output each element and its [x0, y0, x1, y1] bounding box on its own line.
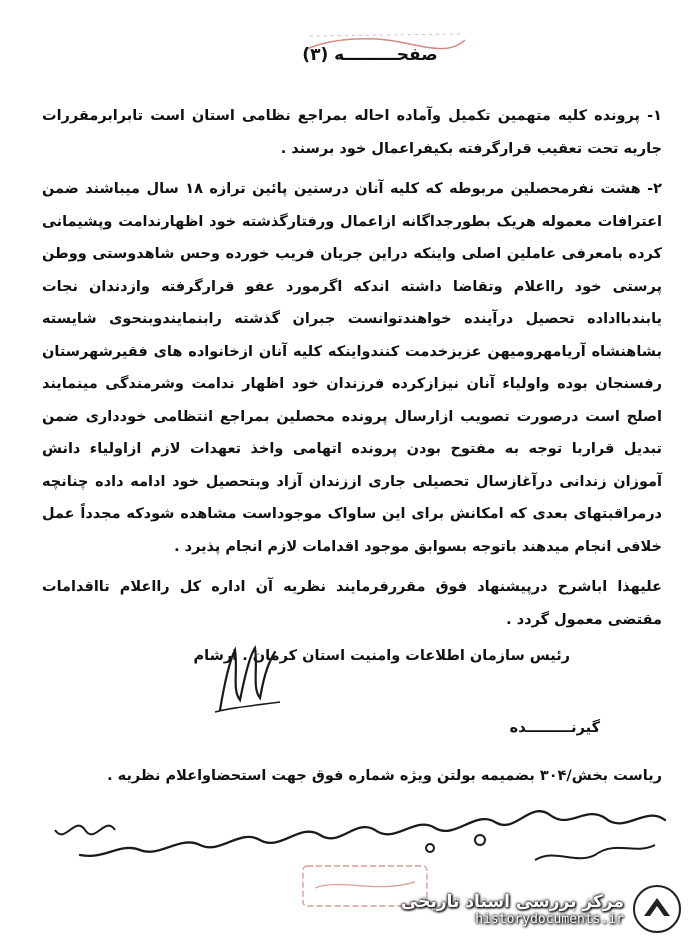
archive-logo-icon — [632, 884, 682, 934]
signer-line: رئیس سازمان اطلاعات وامنیت استان کرمان . ارشام — [193, 648, 570, 664]
signature-scribble — [200, 640, 290, 720]
paragraph-2: ۲- هشت نفرمحصلین مربوطه که کلیه آنان درسنین پائین ترازه ۱۸ سال میباشند ضمن اعترافات معموله هریک بطورجداگانه ازاعمال ورفتارگذشته خود اظهارندامت وپشیمانی کرده بامعرفی عاملین اصلی واینکه دراین جریان فریب خورده وحس شاهدوستی ووطن پرستی خود رااعلام وتقاضا داشته اندکه اگرمورد عفو قرارگرفته وازدندان نجات یابندبااداده تحصیل درآینده خواهندتوانست جبران گذشته رابنمایندوبنحوی شایسته بشاهنشاه آریامهرومیهن عزیزخدمت کنندواینکه کلیه آنان ازخانواده های فقیرشهرستان رفسنجان بوده واولیاء آنان نیزازکرده فرزندان خود اظهار ندامت وشرمندگی مینمایند اصلح است درصورت تصویب ازارسال پرونده محصلین بمراجع انتظامی خودداری ضمن تبدیل قراربا توجه به مفتوح بودن پرونده اتهامی واخذ تعهدات لازم ازاولیاء دانش آموزان زندانی درآغازسال تحصیلی جاری اززندان آزاد وبتحصیل خود ادامه داده چنانچه درمراقبتهای بعدی که امکانش برای این ساواک موجوداست مشاهده شودکه مجدداً عمل خلافی انجام میدهند باتوجه بسوابق موجود اقدامات لازم انجام پذیرد . — [42, 181, 662, 555]
watermark-url: historydocuments.ir — [475, 911, 624, 927]
page-number-header: صفحـــــــــه (۳) — [302, 45, 438, 65]
document-body — [42, 100, 662, 644]
paragraph-1: ۱- پرونده کلیه متهمین تکمیل وآماده احاله بمراجع نظامی استان است تابرابرمقررات جاریه تحت تعقیب قرارگرفته بکیفراعمال خود برسند . — [42, 108, 662, 157]
recipient-line: ریاست بخش/۳۰۴ بضمیمه بولتن ویژه شماره فوق جهت استحضاواعلام نظریه . — [107, 768, 662, 784]
recipient-label: گیرنـــــــــده — [509, 720, 600, 736]
watermark — [382, 874, 682, 944]
watermark-name: مرکز بررسی اسناد تاریخی — [401, 891, 624, 912]
handwritten-note-text: حسین بطور ایشان ۹۵ ۱۳۵۰ عمری درباره ای .. — [355, 820, 375, 821]
paragraph-3: علیهذا اباشرح درپیشنهاد فوق مقررفرمایند نظریه آن اداره کل رااعلام تااقدامات مقتضی معمول گردد . — [42, 579, 662, 628]
watermark-text — [401, 892, 624, 927]
